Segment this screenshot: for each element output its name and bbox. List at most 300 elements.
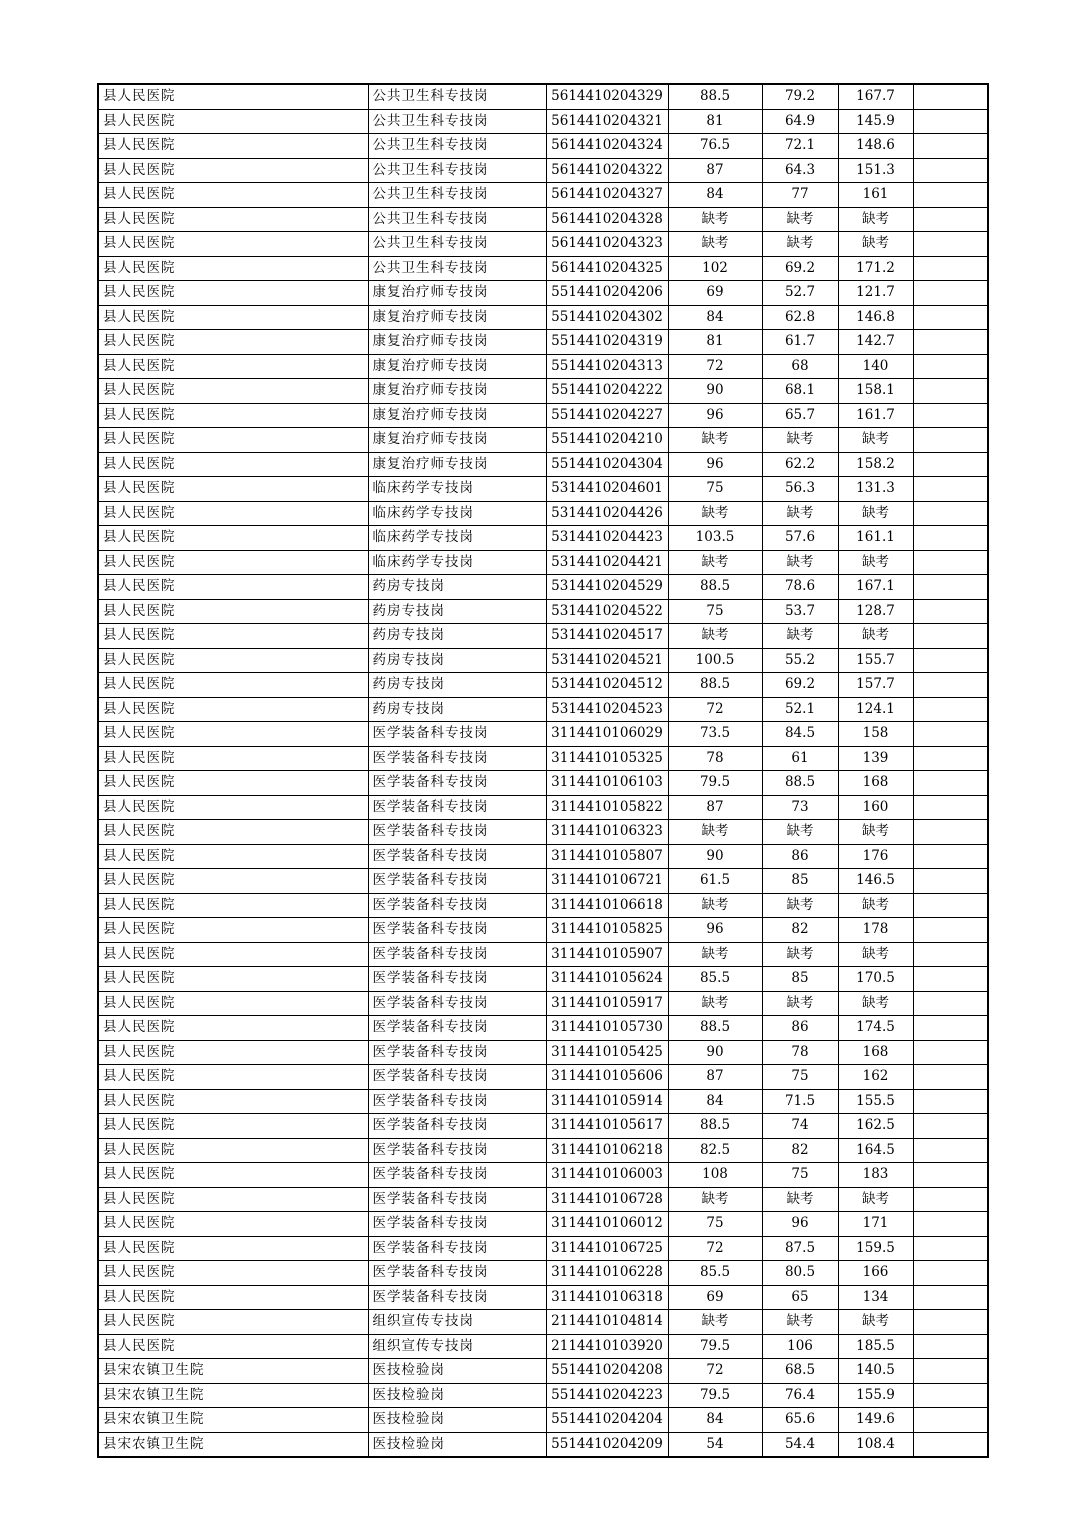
unit-cell: 县人民医院 <box>98 648 368 673</box>
position-cell: 公共卫生科专技岗 <box>368 207 546 232</box>
table-row <box>98 844 988 869</box>
total-score-cell: 缺考 <box>838 624 913 649</box>
position-cell: 公共卫生科专技岗 <box>368 256 546 281</box>
position-cell: 组织宣传专技岗 <box>368 1334 546 1359</box>
ticket-number-cell: 2114410103920 <box>546 1334 668 1359</box>
table-row <box>98 330 988 355</box>
unit-cell: 县人民医院 <box>98 1261 368 1286</box>
table-row <box>98 183 988 208</box>
table-row <box>98 428 988 453</box>
table-row <box>98 526 988 551</box>
unit-cell: 县人民医院 <box>98 330 368 355</box>
table-row <box>98 1089 988 1114</box>
total-score-cell: 167.1 <box>838 575 913 600</box>
ticket-number-cell: 3114410105822 <box>546 795 668 820</box>
interview-score-cell: 缺考 <box>762 820 838 845</box>
total-score-cell: 159.5 <box>838 1236 913 1261</box>
unit-cell: 县人民医院 <box>98 991 368 1016</box>
written-score-cell: 69 <box>668 1285 762 1310</box>
ticket-number-cell: 5314410204529 <box>546 575 668 600</box>
remark-cell <box>913 526 988 551</box>
written-score-cell: 84 <box>668 1089 762 1114</box>
position-cell: 医学装备科专技岗 <box>368 1236 546 1261</box>
total-score-cell: 128.7 <box>838 599 913 624</box>
position-cell: 医学装备科专技岗 <box>368 869 546 894</box>
unit-cell: 县人民医院 <box>98 918 368 943</box>
table-row <box>98 795 988 820</box>
unit-cell: 县人民医院 <box>98 134 368 159</box>
written-score-cell: 87 <box>668 795 762 820</box>
interview-score-cell: 84.5 <box>762 722 838 747</box>
table-row <box>98 403 988 428</box>
total-score-cell: 缺考 <box>838 232 913 257</box>
position-cell: 医学装备科专技岗 <box>368 722 546 747</box>
written-score-cell: 缺考 <box>668 207 762 232</box>
interview-score-cell: 56.3 <box>762 477 838 502</box>
total-score-cell: 108.4 <box>838 1432 913 1457</box>
interview-score-cell: 88.5 <box>762 771 838 796</box>
written-score-cell: 72 <box>668 1236 762 1261</box>
interview-score-cell: 65.6 <box>762 1408 838 1433</box>
unit-cell: 县人民医院 <box>98 722 368 747</box>
written-score-cell: 84 <box>668 183 762 208</box>
remark-cell <box>913 84 988 109</box>
table-row <box>98 893 988 918</box>
ticket-number-cell: 3114410106003 <box>546 1163 668 1188</box>
written-score-cell: 缺考 <box>668 232 762 257</box>
position-cell: 公共卫生科专技岗 <box>368 183 546 208</box>
unit-cell: 县人民医院 <box>98 893 368 918</box>
remark-cell <box>913 256 988 281</box>
unit-cell: 县人民医院 <box>98 1040 368 1065</box>
table-row <box>98 501 988 526</box>
position-cell: 康复治疗师专技岗 <box>368 305 546 330</box>
written-score-cell: 缺考 <box>668 893 762 918</box>
interview-score-cell: 缺考 <box>762 428 838 453</box>
position-cell: 康复治疗师专技岗 <box>368 330 546 355</box>
written-score-cell: 缺考 <box>668 991 762 1016</box>
unit-cell: 县人民医院 <box>98 1065 368 1090</box>
remark-cell <box>913 746 988 771</box>
unit-cell: 县人民医院 <box>98 501 368 526</box>
ticket-number-cell: 3114410105907 <box>546 942 668 967</box>
total-score-cell: 148.6 <box>838 134 913 159</box>
ticket-number-cell: 3114410106323 <box>546 820 668 845</box>
total-score-cell: 162.5 <box>838 1114 913 1139</box>
table-row <box>98 1016 988 1041</box>
remark-cell <box>913 991 988 1016</box>
total-score-cell: 171 <box>838 1212 913 1237</box>
unit-cell: 县人民医院 <box>98 967 368 992</box>
written-score-cell: 75 <box>668 599 762 624</box>
interview-score-cell: 75 <box>762 1065 838 1090</box>
ticket-number-cell: 5514410204304 <box>546 452 668 477</box>
written-score-cell: 96 <box>668 403 762 428</box>
position-cell: 药房专技岗 <box>368 624 546 649</box>
table-row <box>98 820 988 845</box>
written-score-cell: 54 <box>668 1432 762 1457</box>
table-row <box>98 1359 988 1384</box>
written-score-cell: 88.5 <box>668 84 762 109</box>
ticket-number-cell: 5514410204209 <box>546 1432 668 1457</box>
unit-cell: 县人民医院 <box>98 624 368 649</box>
interview-score-cell: 缺考 <box>762 1187 838 1212</box>
interview-score-cell: 85 <box>762 869 838 894</box>
remark-cell <box>913 1114 988 1139</box>
ticket-number-cell: 5614410204322 <box>546 158 668 183</box>
table-row <box>98 84 988 109</box>
position-cell: 医学装备科专技岗 <box>368 1114 546 1139</box>
table-row <box>98 158 988 183</box>
ticket-number-cell: 5614410204325 <box>546 256 668 281</box>
interview-score-cell: 106 <box>762 1334 838 1359</box>
table-row <box>98 1187 988 1212</box>
unit-cell: 县人民医院 <box>98 428 368 453</box>
table-row <box>98 648 988 673</box>
remark-cell <box>913 844 988 869</box>
table-row <box>98 1138 988 1163</box>
ticket-number-cell: 5514410204206 <box>546 281 668 306</box>
unit-cell: 县人民医院 <box>98 281 368 306</box>
written-score-cell: 缺考 <box>668 820 762 845</box>
table-row <box>98 550 988 575</box>
position-cell: 医学装备科专技岗 <box>368 1089 546 1114</box>
position-cell: 医学装备科专技岗 <box>368 1187 546 1212</box>
ticket-number-cell: 5314410204517 <box>546 624 668 649</box>
remark-cell <box>913 1138 988 1163</box>
interview-score-cell: 缺考 <box>762 893 838 918</box>
interview-score-cell: 57.6 <box>762 526 838 551</box>
interview-score-cell: 78.6 <box>762 575 838 600</box>
written-score-cell: 缺考 <box>668 428 762 453</box>
ticket-number-cell: 5314410204521 <box>546 648 668 673</box>
table-row <box>98 1408 988 1433</box>
interview-score-cell: 86 <box>762 844 838 869</box>
written-score-cell: 88.5 <box>668 575 762 600</box>
total-score-cell: 167.7 <box>838 84 913 109</box>
written-score-cell: 85.5 <box>668 967 762 992</box>
table-row <box>98 1065 988 1090</box>
total-score-cell: 168 <box>838 1040 913 1065</box>
written-score-cell: 75 <box>668 477 762 502</box>
interview-score-cell: 73 <box>762 795 838 820</box>
ticket-number-cell: 3114410106728 <box>546 1187 668 1212</box>
ticket-number-cell: 5514410204223 <box>546 1383 668 1408</box>
ticket-number-cell: 5314410204601 <box>546 477 668 502</box>
written-score-cell: 缺考 <box>668 501 762 526</box>
ticket-number-cell: 3114410106029 <box>546 722 668 747</box>
total-score-cell: 158.1 <box>838 379 913 404</box>
total-score-cell: 140 <box>838 354 913 379</box>
remark-cell <box>913 550 988 575</box>
written-score-cell: 缺考 <box>668 1187 762 1212</box>
total-score-cell: 140.5 <box>838 1359 913 1384</box>
total-score-cell: 161.7 <box>838 403 913 428</box>
position-cell: 临床药学专技岗 <box>368 550 546 575</box>
unit-cell: 县人民医院 <box>98 795 368 820</box>
unit-cell: 县人民医院 <box>98 550 368 575</box>
ticket-number-cell: 5314410204421 <box>546 550 668 575</box>
unit-cell: 县宋农镇卫生院 <box>98 1359 368 1384</box>
unit-cell: 县人民医院 <box>98 109 368 134</box>
interview-score-cell: 86 <box>762 1016 838 1041</box>
remark-cell <box>913 1187 988 1212</box>
ticket-number-cell: 3114410105730 <box>546 1016 668 1041</box>
interview-score-cell: 52.7 <box>762 281 838 306</box>
total-score-cell: 缺考 <box>838 501 913 526</box>
interview-score-cell: 79.2 <box>762 84 838 109</box>
ticket-number-cell: 3114410105606 <box>546 1065 668 1090</box>
total-score-cell: 158.2 <box>838 452 913 477</box>
remark-cell <box>913 795 988 820</box>
ticket-number-cell: 5514410204222 <box>546 379 668 404</box>
unit-cell: 县人民医院 <box>98 771 368 796</box>
total-score-cell: 缺考 <box>838 1310 913 1335</box>
written-score-cell: 100.5 <box>668 648 762 673</box>
ticket-number-cell: 5314410204512 <box>546 673 668 698</box>
remark-cell <box>913 942 988 967</box>
position-cell: 公共卫生科专技岗 <box>368 134 546 159</box>
remark-cell <box>913 624 988 649</box>
table-row <box>98 109 988 134</box>
remark-cell <box>913 599 988 624</box>
total-score-cell: 162 <box>838 1065 913 1090</box>
interview-score-cell: 69.2 <box>762 673 838 698</box>
position-cell: 公共卫生科专技岗 <box>368 158 546 183</box>
unit-cell: 县人民医院 <box>98 158 368 183</box>
total-score-cell: 160 <box>838 795 913 820</box>
ticket-number-cell: 3114410105914 <box>546 1089 668 1114</box>
position-cell: 医学装备科专技岗 <box>368 893 546 918</box>
remark-cell <box>913 1016 988 1041</box>
total-score-cell: 178 <box>838 918 913 943</box>
table-row <box>98 207 988 232</box>
ticket-number-cell: 5614410204323 <box>546 232 668 257</box>
interview-score-cell: 缺考 <box>762 624 838 649</box>
unit-cell: 县人民医院 <box>98 183 368 208</box>
unit-cell: 县人民医院 <box>98 379 368 404</box>
interview-score-cell: 82 <box>762 918 838 943</box>
table-row <box>98 134 988 159</box>
written-score-cell: 81 <box>668 109 762 134</box>
total-score-cell: 166 <box>838 1261 913 1286</box>
position-cell: 康复治疗师专技岗 <box>368 428 546 453</box>
written-score-cell: 88.5 <box>668 1016 762 1041</box>
written-score-cell: 82.5 <box>668 1138 762 1163</box>
position-cell: 医学装备科专技岗 <box>368 1138 546 1163</box>
interview-score-cell: 61 <box>762 746 838 771</box>
interview-score-cell: 87.5 <box>762 1236 838 1261</box>
interview-score-cell: 缺考 <box>762 942 838 967</box>
table-row <box>98 1040 988 1065</box>
remark-cell <box>913 575 988 600</box>
position-cell: 医学装备科专技岗 <box>368 1065 546 1090</box>
score-table <box>97 83 989 1458</box>
interview-score-cell: 74 <box>762 1114 838 1139</box>
unit-cell: 县人民医院 <box>98 84 368 109</box>
remark-cell <box>913 918 988 943</box>
table-row <box>98 1432 988 1457</box>
remark-cell <box>913 1408 988 1433</box>
unit-cell: 县人民医院 <box>98 1114 368 1139</box>
written-score-cell: 缺考 <box>668 550 762 575</box>
table-row <box>98 869 988 894</box>
written-score-cell: 90 <box>668 844 762 869</box>
position-cell: 康复治疗师专技岗 <box>368 403 546 428</box>
total-score-cell: 155.5 <box>838 1089 913 1114</box>
total-score-cell: 161 <box>838 183 913 208</box>
ticket-number-cell: 5514410204204 <box>546 1408 668 1433</box>
unit-cell: 县人民医院 <box>98 746 368 771</box>
table-row <box>98 1236 988 1261</box>
interview-score-cell: 72.1 <box>762 134 838 159</box>
remark-cell <box>913 1236 988 1261</box>
position-cell: 医学装备科专技岗 <box>368 820 546 845</box>
unit-cell: 县人民医院 <box>98 1236 368 1261</box>
remark-cell <box>913 232 988 257</box>
interview-score-cell: 78 <box>762 1040 838 1065</box>
position-cell: 医技检验岗 <box>368 1432 546 1457</box>
table-row <box>98 305 988 330</box>
total-score-cell: 缺考 <box>838 428 913 453</box>
position-cell: 临床药学专技岗 <box>368 526 546 551</box>
remark-cell <box>913 1310 988 1335</box>
written-score-cell: 85.5 <box>668 1261 762 1286</box>
ticket-number-cell: 5514410204208 <box>546 1359 668 1384</box>
position-cell: 康复治疗师专技岗 <box>368 354 546 379</box>
written-score-cell: 69 <box>668 281 762 306</box>
total-score-cell: 176 <box>838 844 913 869</box>
unit-cell: 县人民医院 <box>98 477 368 502</box>
interview-score-cell: 缺考 <box>762 501 838 526</box>
remark-cell <box>913 134 988 159</box>
ticket-number-cell: 3114410105325 <box>546 746 668 771</box>
ticket-number-cell: 5514410204319 <box>546 330 668 355</box>
written-score-cell: 90 <box>668 1040 762 1065</box>
total-score-cell: 缺考 <box>838 820 913 845</box>
interview-score-cell: 71.5 <box>762 1089 838 1114</box>
table-row <box>98 1285 988 1310</box>
table-row <box>98 722 988 747</box>
table-row <box>98 697 988 722</box>
table-row <box>98 918 988 943</box>
unit-cell: 县人民医院 <box>98 599 368 624</box>
remark-cell <box>913 207 988 232</box>
ticket-number-cell: 3114410105617 <box>546 1114 668 1139</box>
remark-cell <box>913 1212 988 1237</box>
position-cell: 医学装备科专技岗 <box>368 942 546 967</box>
ticket-number-cell: 3114410106318 <box>546 1285 668 1310</box>
unit-cell: 县人民医院 <box>98 207 368 232</box>
written-score-cell: 缺考 <box>668 624 762 649</box>
ticket-number-cell: 3114410106618 <box>546 893 668 918</box>
ticket-number-cell: 5614410204321 <box>546 109 668 134</box>
ticket-number-cell: 5514410204227 <box>546 403 668 428</box>
position-cell: 药房专技岗 <box>368 599 546 624</box>
total-score-cell: 174.5 <box>838 1016 913 1041</box>
position-cell: 医技检验岗 <box>368 1383 546 1408</box>
unit-cell: 县人民医院 <box>98 697 368 722</box>
position-cell: 医学装备科专技岗 <box>368 795 546 820</box>
position-cell: 公共卫生科专技岗 <box>368 84 546 109</box>
table-row <box>98 1163 988 1188</box>
table-row <box>98 232 988 257</box>
written-score-cell: 缺考 <box>668 1310 762 1335</box>
total-score-cell: 缺考 <box>838 1187 913 1212</box>
remark-cell <box>913 697 988 722</box>
position-cell: 公共卫生科专技岗 <box>368 232 546 257</box>
table-row <box>98 477 988 502</box>
total-score-cell: 缺考 <box>838 550 913 575</box>
interview-score-cell: 缺考 <box>762 1310 838 1335</box>
table-row <box>98 281 988 306</box>
ticket-number-cell: 5614410204328 <box>546 207 668 232</box>
remark-cell <box>913 1383 988 1408</box>
total-score-cell: 164.5 <box>838 1138 913 1163</box>
written-score-cell: 87 <box>668 158 762 183</box>
interview-score-cell: 77 <box>762 183 838 208</box>
written-score-cell: 102 <box>668 256 762 281</box>
interview-score-cell: 61.7 <box>762 330 838 355</box>
interview-score-cell: 62.2 <box>762 452 838 477</box>
interview-score-cell: 62.8 <box>762 305 838 330</box>
remark-cell <box>913 158 988 183</box>
written-score-cell: 96 <box>668 452 762 477</box>
total-score-cell: 170.5 <box>838 967 913 992</box>
remark-cell <box>913 403 988 428</box>
position-cell: 药房专技岗 <box>368 697 546 722</box>
position-cell: 公共卫生科专技岗 <box>368 109 546 134</box>
unit-cell: 县人民医院 <box>98 452 368 477</box>
remark-cell <box>913 1432 988 1457</box>
ticket-number-cell: 5614410204329 <box>546 84 668 109</box>
remark-cell <box>913 1089 988 1114</box>
table-row <box>98 1334 988 1359</box>
ticket-number-cell: 3114410105624 <box>546 967 668 992</box>
remark-cell <box>913 183 988 208</box>
total-score-cell: 146.5 <box>838 869 913 894</box>
unit-cell: 县宋农镇卫生院 <box>98 1383 368 1408</box>
total-score-cell: 168 <box>838 771 913 796</box>
total-score-cell: 157.7 <box>838 673 913 698</box>
written-score-cell: 79.5 <box>668 1334 762 1359</box>
written-score-cell: 79.5 <box>668 771 762 796</box>
total-score-cell: 缺考 <box>838 207 913 232</box>
table-row <box>98 942 988 967</box>
remark-cell <box>913 1334 988 1359</box>
interview-score-cell: 缺考 <box>762 550 838 575</box>
interview-score-cell: 52.1 <box>762 697 838 722</box>
interview-score-cell: 64.9 <box>762 109 838 134</box>
remark-cell <box>913 452 988 477</box>
interview-score-cell: 82 <box>762 1138 838 1163</box>
remark-cell <box>913 1163 988 1188</box>
interview-score-cell: 80.5 <box>762 1261 838 1286</box>
ticket-number-cell: 5314410204426 <box>546 501 668 526</box>
position-cell: 医学装备科专技岗 <box>368 1212 546 1237</box>
unit-cell: 县人民医院 <box>98 1212 368 1237</box>
ticket-number-cell: 3114410106228 <box>546 1261 668 1286</box>
table-row <box>98 379 988 404</box>
written-score-cell: 96 <box>668 918 762 943</box>
table-row <box>98 673 988 698</box>
total-score-cell: 183 <box>838 1163 913 1188</box>
total-score-cell: 155.7 <box>838 648 913 673</box>
position-cell: 组织宣传专技岗 <box>368 1310 546 1335</box>
table-row <box>98 256 988 281</box>
written-score-cell: 90 <box>668 379 762 404</box>
total-score-cell: 缺考 <box>838 991 913 1016</box>
